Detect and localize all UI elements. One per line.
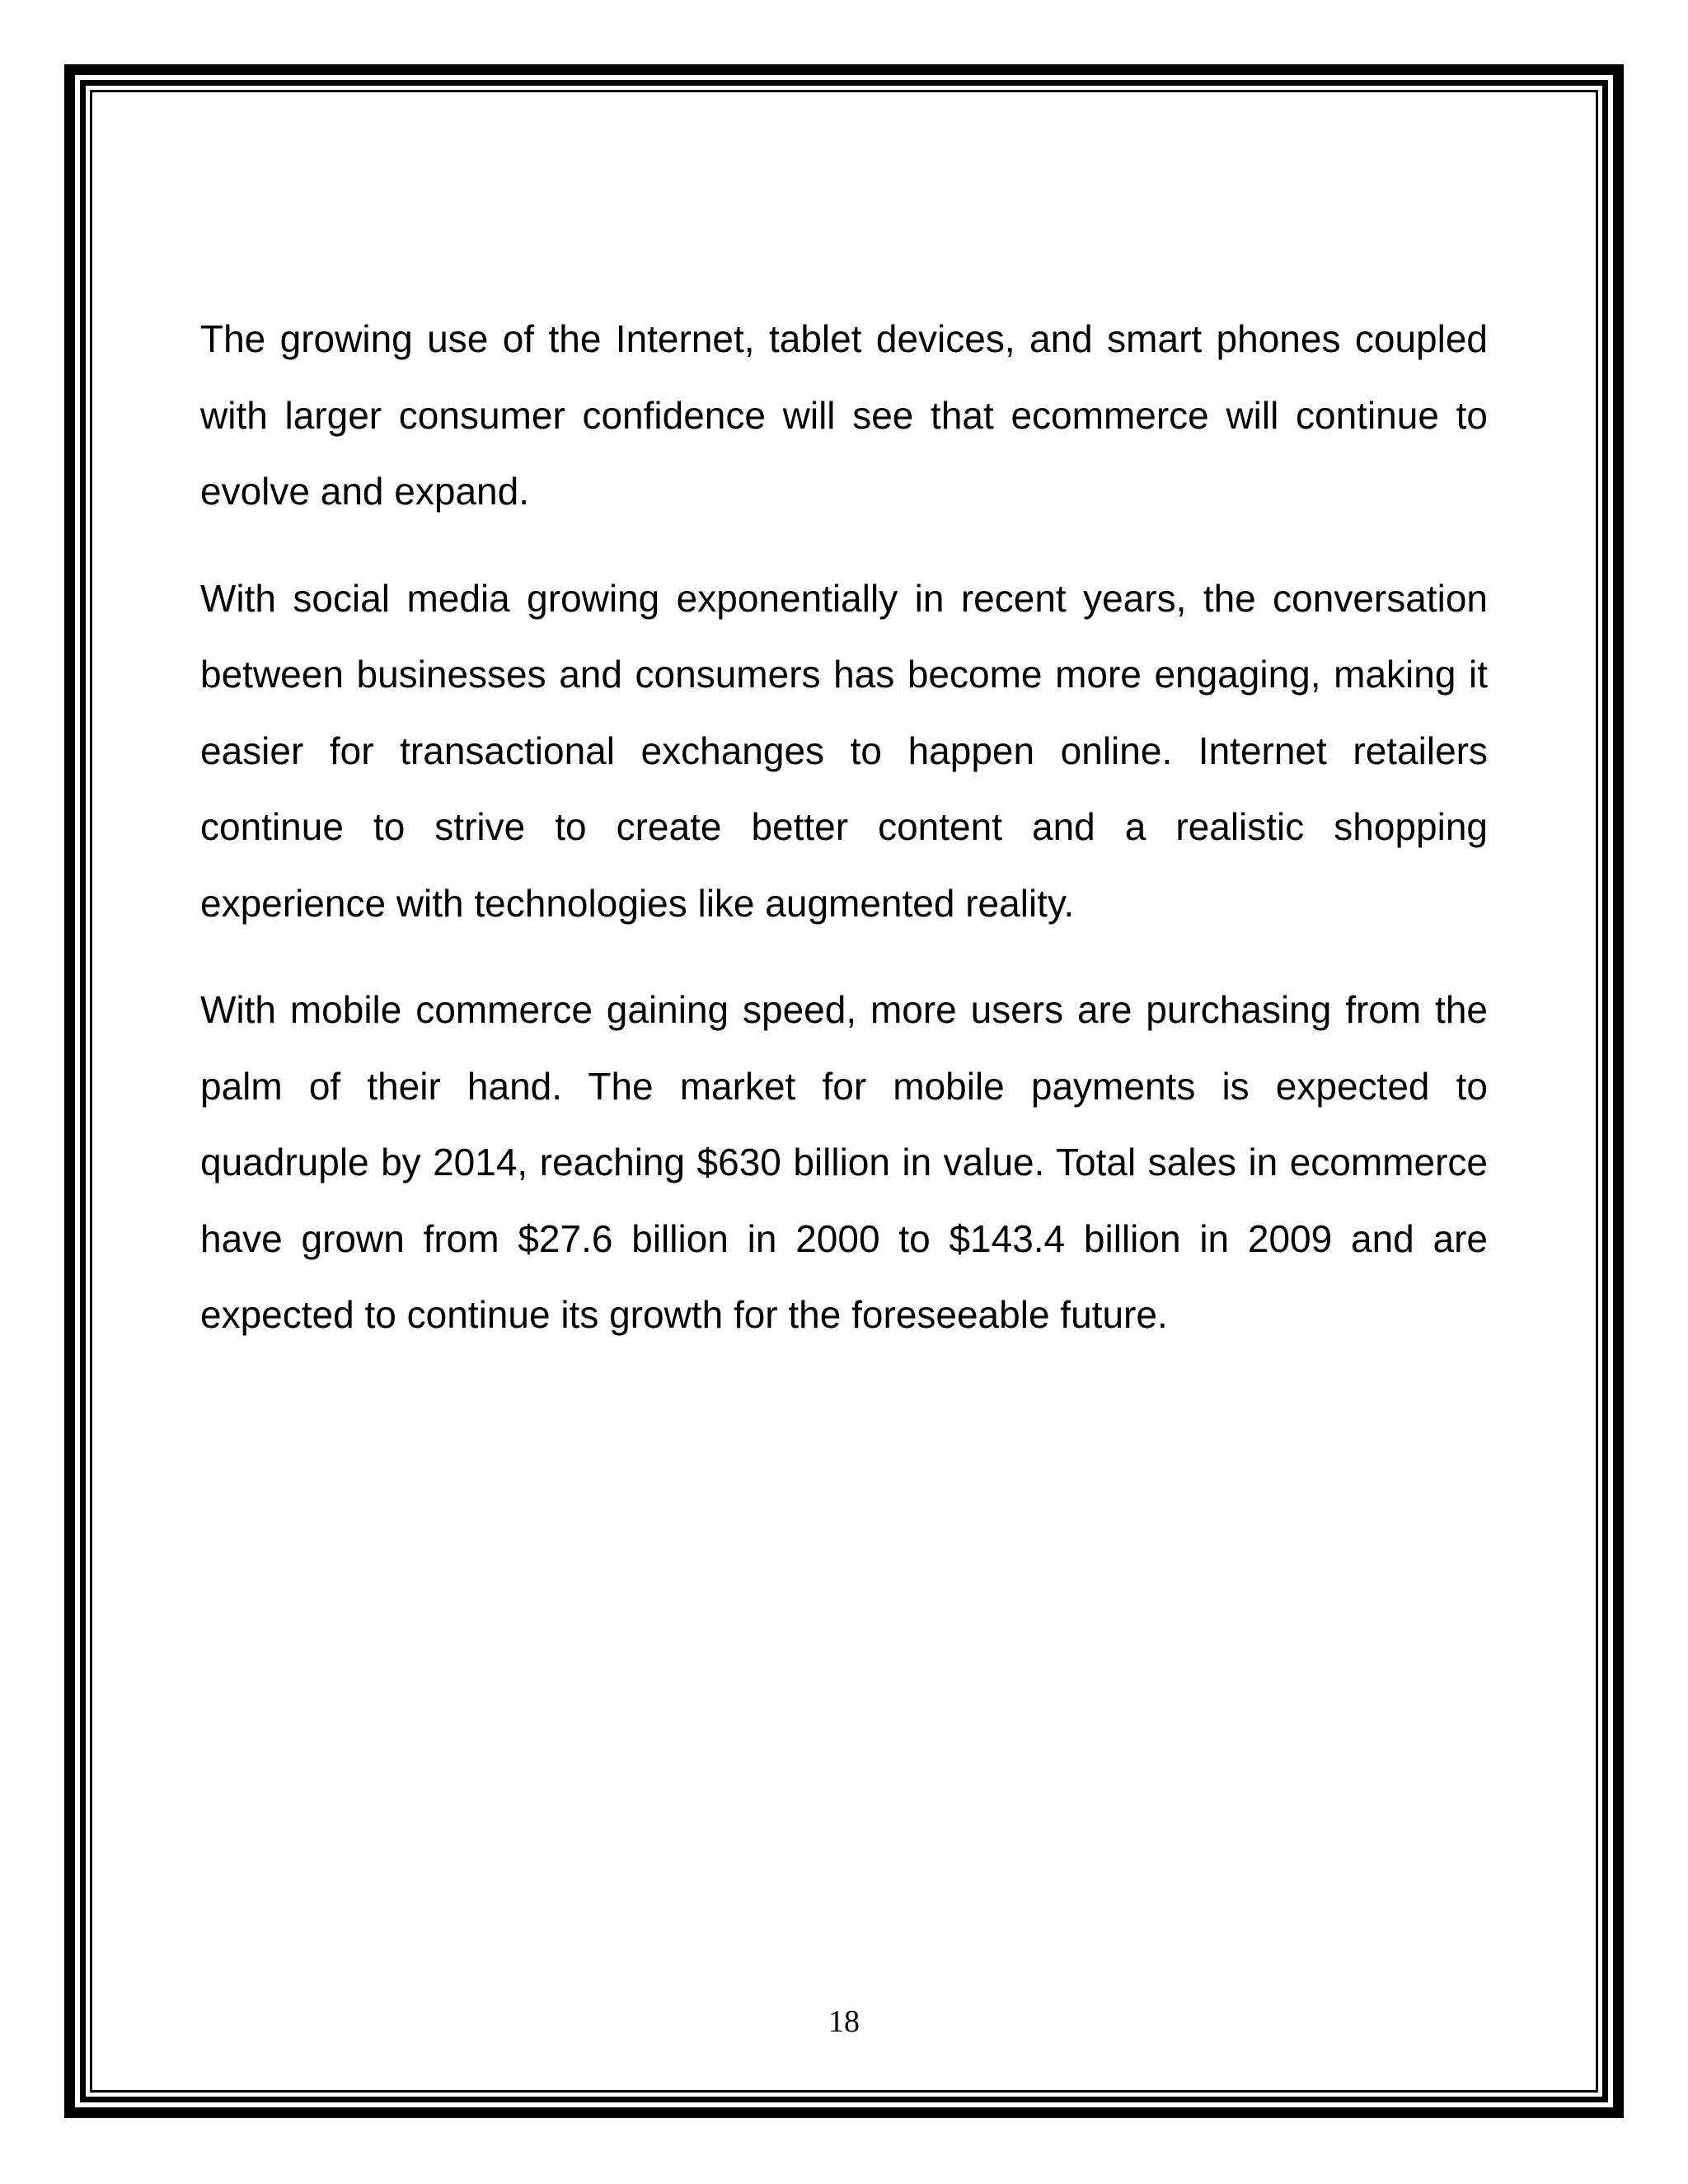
paragraph-internet-growth: The growing use of the Internet, tablet devices, and smart phones coupled with larger consumer confidence will see that ecommerce will continue to evolve and expand. xyxy=(200,317,1488,513)
page-number: 18 xyxy=(828,2004,860,2039)
paragraph-social-media: With social media growing exponentially in recent years, the conversation between businesses and consumers has become more engaging, making it easier for transactional exchanges to happen online. Internet retailers continue to strive to create better content and a realistic shopping experience with technologies like augmented reality. xyxy=(200,576,1488,925)
page-body xyxy=(200,301,1488,1384)
paragraph-mobile-commerce: With mobile commerce gaining speed, more users are purchasing from the palm of their hand. The market for mobile payments is expected to quadruple by 2014, reaching $630 billion in value. Total sales in ecommerce have grown from $27.6 billion in 2000 to $143.4 billion in 2009 and are expected to continue its growth for the foreseeable future. xyxy=(200,988,1488,1336)
